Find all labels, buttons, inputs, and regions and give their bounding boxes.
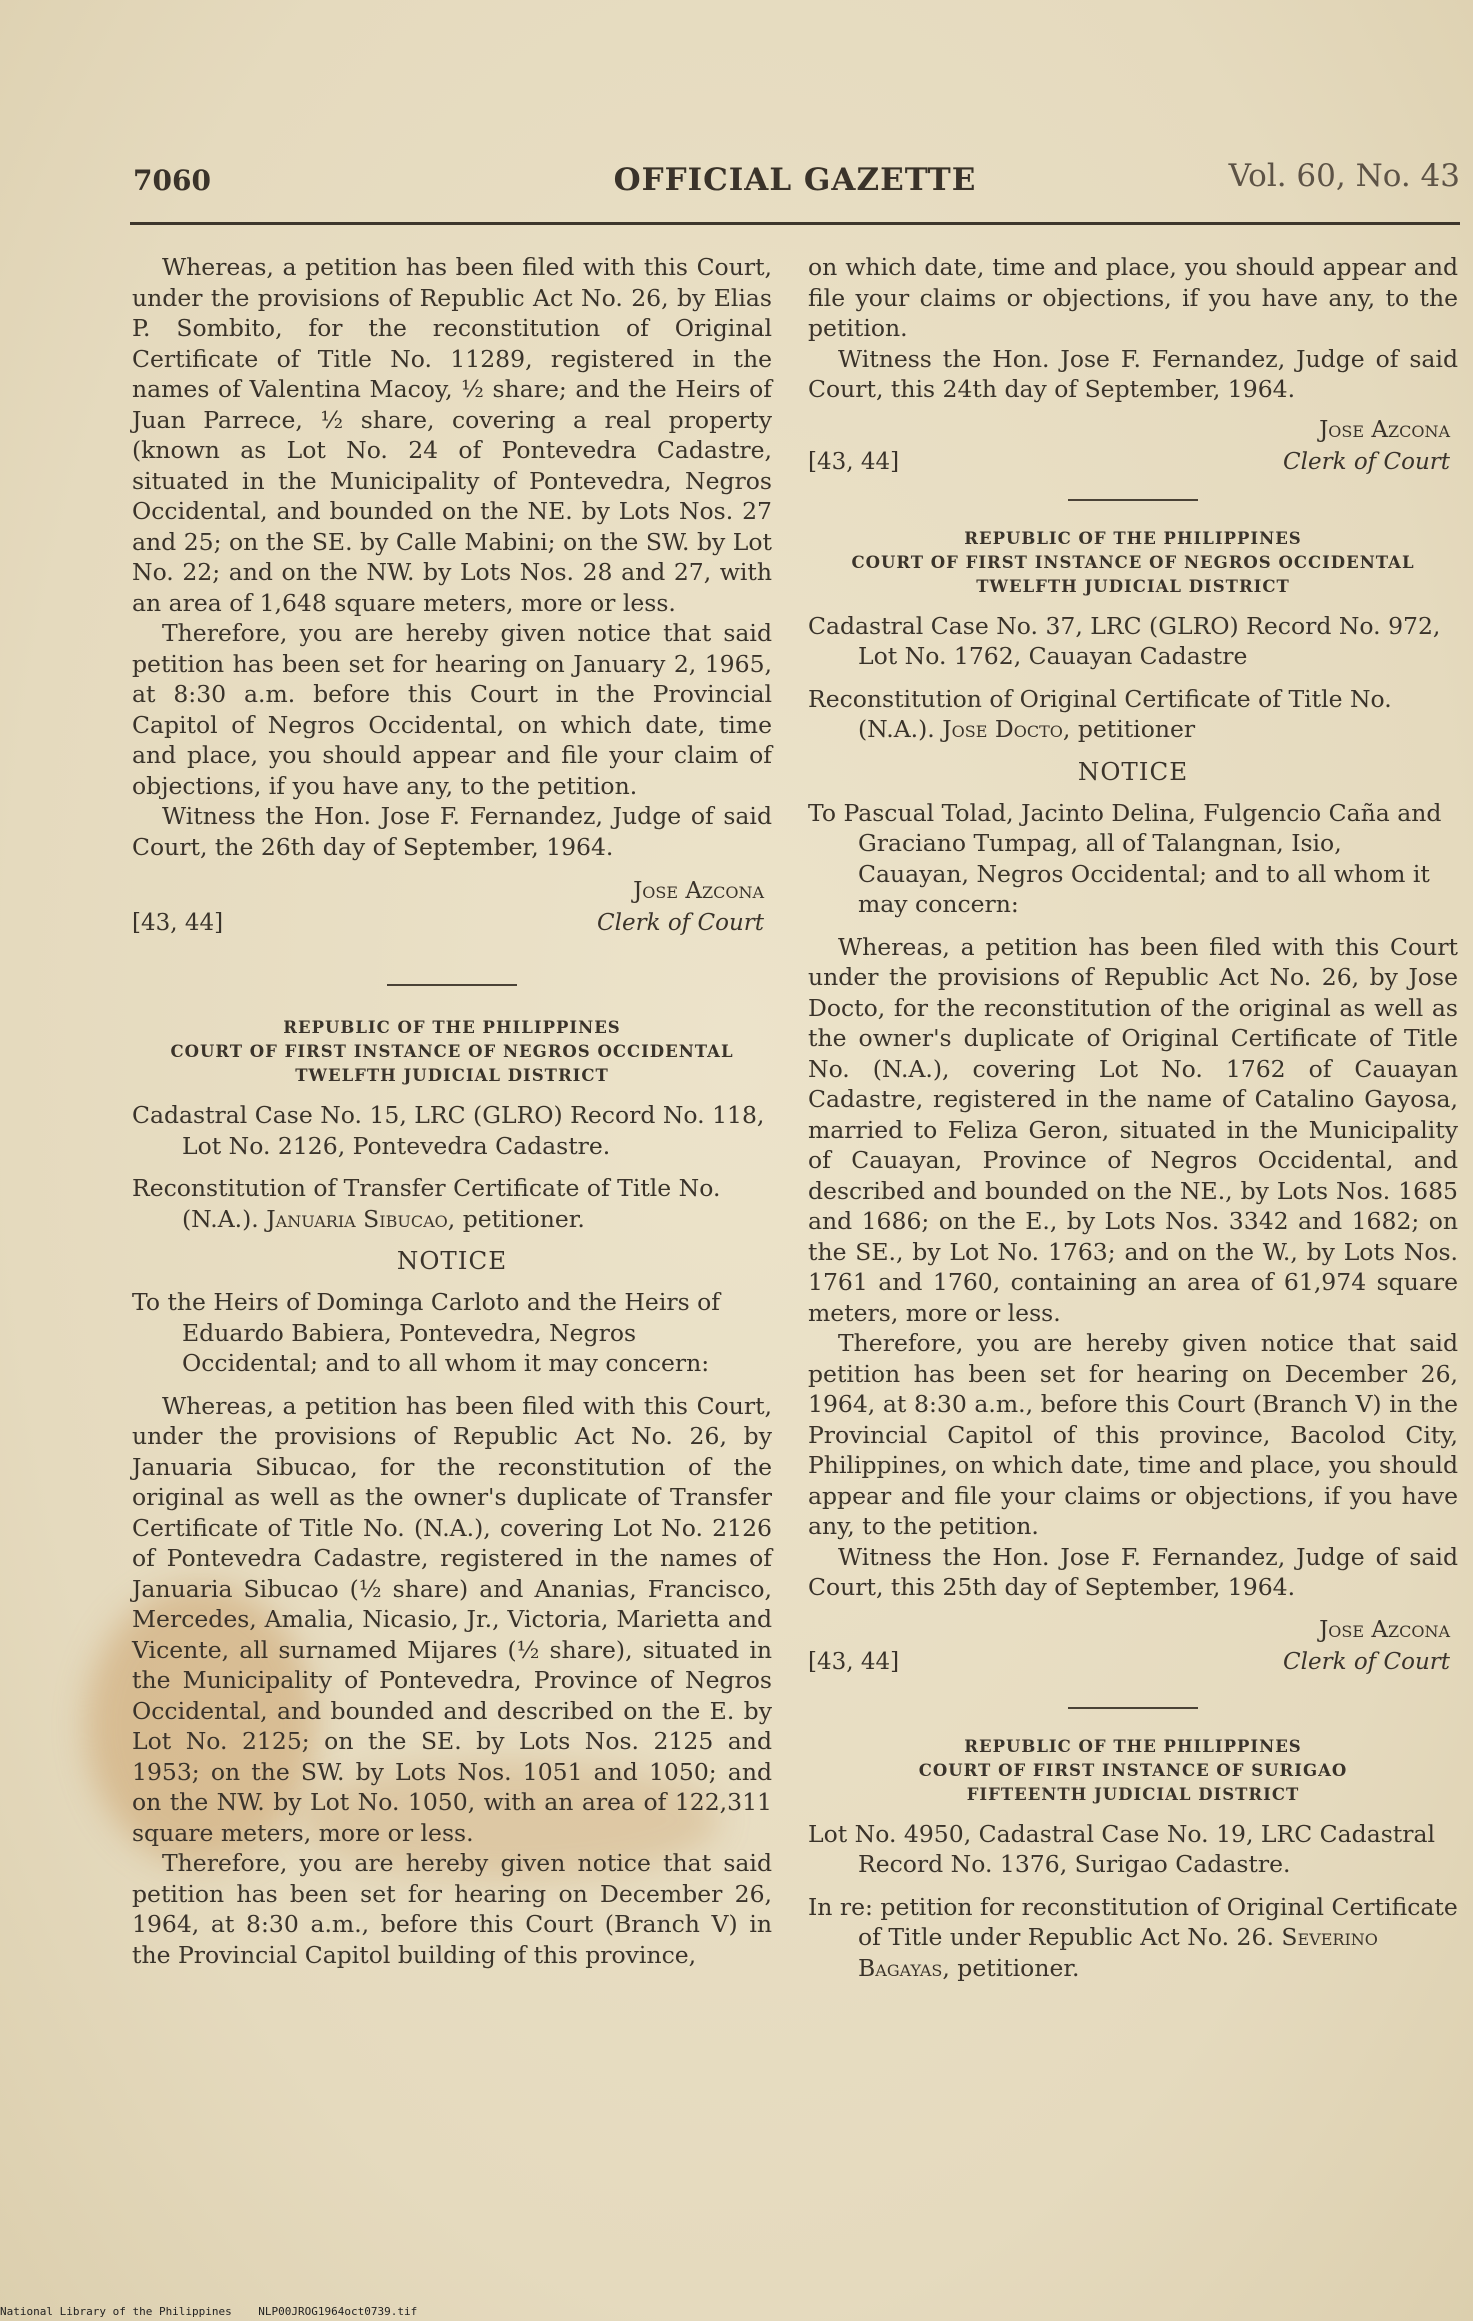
notice-title: NOTICE xyxy=(1077,756,1189,786)
notice-paragraph: Therefore, you are hereby given notice that said petition has been set for hearing on January 2, 1965, at 8:30 a.m. before this Court in the Provincial Capitol of Negros Occidental, on which date, time and place, you should appear and file your claim of objections, if you have any, to the petition. xyxy=(132,619,772,800)
left-column xyxy=(132,252,772,1970)
addressee: To Pascual Tolad, Jacinto Delina, Fulgencio Caña and Graciano Tumpag, all of Talangnan, Isio, Cauayan, Negros Occidental; and to all whom it may concern: xyxy=(808,798,1442,918)
case-caption: Cadastral Case No. 37, LRC (GLRO) Record No. 972, Lot No. 1762, Cauayan Cadastre xyxy=(808,611,1441,670)
section-divider xyxy=(1068,1707,1198,1709)
notice-paragraph: Whereas, a petition has been filed with this Court under the provisions of Republic Act No. 26, by Jose Docto, for the reconstitution of the original as well as the owner's duplicate of Original Certificate of Title No. (N.A.), covering Lot No. 1762 of Cauayan Cadastre, registered in the name of Catalino Gayosa, married to Feliza Geron, situated in the Municipality of Cauayan, Province of Negros Occidental, and described and bounded on the NE., by Lots Nos. 1685 and 1686; on the E., by Lots Nos. 3342 and 1682; on the SE., by Lot No. 1763; and on the W., by Lots Nos. 1761 and 1760, containing an area of 61,974 square meters, more or less. xyxy=(808,932,1458,1327)
signature-block xyxy=(808,413,1458,485)
notice-heading: REPUBLIC OF THE PHILIPPINES xyxy=(283,1018,621,1037)
right-column xyxy=(808,252,1458,1983)
clerk-title: Clerk of Court xyxy=(1283,1648,1450,1675)
issue-reference: [43, 44] xyxy=(808,448,900,475)
in-re-caption: In re: petition for reconstitution of Original Certificate of Title under Republic Act No. 26. Severino Bagayas, petitioner. xyxy=(808,1892,1458,1982)
court-heading: COURT OF FIRST INSTANCE OF NEGROS OCCIDENTAL xyxy=(170,1042,734,1061)
district-heading: FIFTEENTH JUDICIAL DISTRICT xyxy=(966,1784,1300,1804)
petitioner-name: Januaria Sibucao xyxy=(266,1204,448,1233)
notice-paragraph: Whereas, a petition has been filed with this Court, under the provisions of Republic Act No. 26, by Elias P. Sombito, for the reconstitution of Original Certificate of Title No. 11289, registered in the names of Valentina Macoy, ½ share; and the Heirs of Juan Parrece, ½ share, covering a real property (known as Lot No. 24 of Pontevedra Cadastre, situated in the Municipality of Pontevedra, Negros Occidental, and bounded on the NE. by Lots Nos. 27 and 25; on the SE. by Calle Mabini; on the SW. by Lot No. 22; and on the NW. by Lots Nos. 28 and 27, with an area of 1,648 square meters, more or less. xyxy=(132,253,772,617)
notice-paragraph: Whereas, a petition has been filed with this Court, under the provisions of Republic Act No. 26, by Januaria Sibucao, for the reconstitution of the original as well as the owner's duplicate of Transfer Certificate of Title No. (N.A.), covering Lot No. 2126 of Pontevedra Cadastre, registered in the names of Januaria Sibucao (½ share) and Ananias, Francisco, Mercedes, Amalia, Nicasio, Jr., Victoria, Marietta and Vicente, all surnamed Mijares (½ share), situated in the Municipality of Pontevedra, Province of Negros Occidental, and bounded and described on the E. by Lot No. 2125; on the SE. by Lots Nos. 2125 and 1953; on the SW. by Lots Nos. 1051 and 1050; and on the NW. by Lot No. 1050, with an area of 122,311 square meters, more or less. xyxy=(132,1391,772,1847)
petitioner-name: Severino Bagayas xyxy=(858,1923,1378,1982)
notice-heading: REPUBLIC OF THE PHILIPPINES xyxy=(964,528,1302,548)
district-heading: TWELFTH JUDICIAL DISTRICT xyxy=(976,576,1290,596)
signature-block xyxy=(808,1613,1458,1685)
issue-reference: [43, 44] xyxy=(132,910,224,936)
clerk-title: Clerk of Court xyxy=(1283,448,1450,475)
addressee: To the Heirs of Dominga Carloto and the Heirs of Eduardo Babiera, Pontevedra, Negros Occidental; and to all whom it may concern: xyxy=(132,1288,720,1377)
notice-paragraph: Therefore, you are hereby given notice that said petition has been set for hearing on December 26, 1964, at 8:30 a.m., before this Court (Branch V) in the Provincial Capitol building of this province, xyxy=(132,1849,772,1969)
volume-label: Vol. 60, No. 43 xyxy=(1228,158,1460,194)
case-caption: Lot No. 4950, Cadastral Case No. 19, LRC Cadastral Record No. 1376, Surigao Cadastre. xyxy=(808,1819,1435,1878)
issue-reference: [43, 44] xyxy=(808,1648,900,1675)
section-divider xyxy=(387,984,517,986)
notice-title: NOTICE xyxy=(396,1246,508,1275)
district-heading: TWELFTH JUDICIAL DISTRICT xyxy=(295,1066,609,1085)
header-rule xyxy=(130,222,1460,225)
page-number: 7060 xyxy=(133,164,211,197)
notice-paragraph: Witness the Hon. Jose F. Fernandez, Judge of said Court, the 26th day of September, 1964. xyxy=(132,802,772,861)
court-heading: COURT OF FIRST INSTANCE OF NEGROS OCCIDENTAL xyxy=(851,552,1415,572)
clerk-name: Jose Azcona xyxy=(633,878,764,904)
reconstitution-caption: Reconstitution of Transfer Certificate of Title No. (N.A.). Januaria Sibucao, petitioner. xyxy=(132,1174,721,1233)
notice-heading: REPUBLIC OF THE PHILIPPINES xyxy=(964,1736,1302,1756)
notice-paragraph: Witness the Hon. Jose F. Fernandez, Judge of said Court, this 25th day of September, 1964. xyxy=(808,1542,1458,1601)
reconstitution-caption: Reconstitution of Original Certificate of Title No. (N.A.). Jose Docto, petitioner xyxy=(808,684,1392,743)
signature-block xyxy=(132,874,772,946)
page-header xyxy=(130,158,1460,208)
publication-title: OFFICIAL GAZETTE xyxy=(613,162,977,198)
case-caption: Cadastral Case No. 15, LRC (GLRO) Record No. 118, Lot No. 2126, Pontevedra Cadastre. xyxy=(132,1101,765,1160)
petitioner-name: Jose Docto xyxy=(942,715,1063,743)
file-label: NLP00JROG1964oct0739.tif xyxy=(258,2305,418,2318)
court-heading: COURT OF FIRST INSTANCE OF SURIGAO xyxy=(918,1760,1348,1780)
section-divider xyxy=(1068,499,1198,501)
library-label: National Library of the Philippines xyxy=(0,2305,232,2318)
clerk-name: Jose Azcona xyxy=(1319,1616,1450,1643)
notice-paragraph: Witness the Hon. Jose F. Fernandez, Judge of said Court, this 24th day of September, 1964. xyxy=(808,344,1458,403)
notice-paragraph: on which date, time and place, you should appear and file your claims or objections, if you have any, to the petition. xyxy=(808,253,1458,342)
scan-footer xyxy=(0,2305,417,2318)
notice-paragraph: Therefore, you are hereby given notice that said petition has been set for hearing on December 26, 1964, at 8:30 a.m., before this Court (Branch V) in the Provincial Capitol of this province, Bacolod City, Philippines, on which date, time and place, you should appear and file your claims or objections, if you have any, to the petition. xyxy=(808,1329,1458,1540)
clerk-name: Jose Azcona xyxy=(1319,416,1450,443)
clerk-title: Clerk of Court xyxy=(597,910,764,936)
